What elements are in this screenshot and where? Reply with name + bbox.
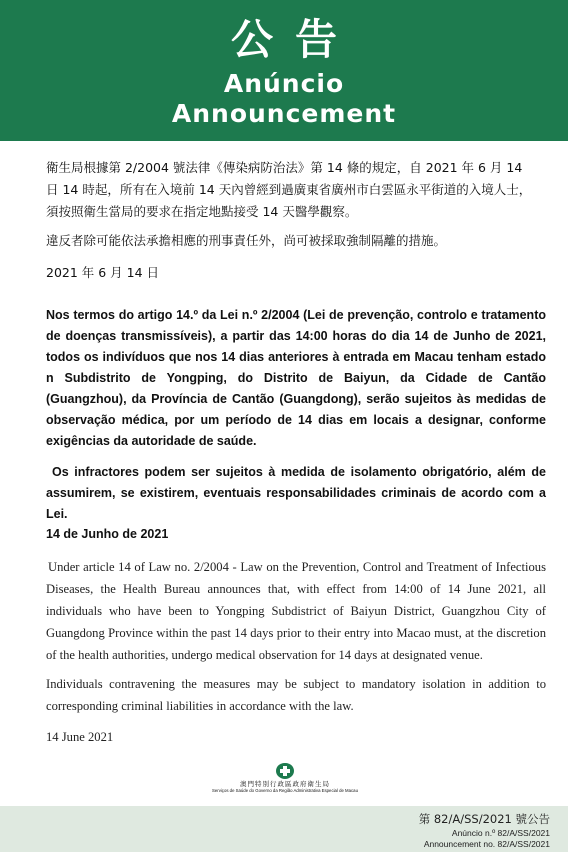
- health-bureau-cross-emblem-icon: [275, 762, 295, 780]
- chinese-paragraph-1: 衛生局根據第 2/2004 號法律《傳染病防治法》第 14 條的規定，自 2021 年 6 月 14 日 14 時起，所有在入境前 14 天內曾經到過廣東省廣州市白雲區永平街道的入境人士，須按照衛生當局的要求在指定地點接受 14 天醫學觀察。: [46, 160, 532, 219]
- logo-name-chinese: 澳門特別行政區政府衛生局: [240, 780, 330, 788]
- chinese-date: 2021 年 6 月 14 日: [46, 265, 160, 280]
- header-title-chinese: 公告: [230, 15, 359, 64]
- reference-number-english: Announcement no. 82/A/SS/2021: [423, 839, 550, 849]
- header-title-portuguese: Anúncio: [223, 69, 345, 98]
- announcement-footer: [0, 806, 568, 852]
- english-paragraph-1: Under article 14 of Law no. 2/2004 - Law on the Prevention, Control and Treatment of Infectious Diseases, the Health Bureau announces that, with effect from 14:00 of 14 June 2021, all individuals who have been to Yongping Subdistrict of Baiyun District, Guangzhou City of Guangdong Province within the past 14 days prior to their entry into Macao must, at the discretion of the health authorities, undergo medical observation for 14 days at designated venue.: [46, 560, 546, 662]
- english-date: 14 June 2021: [46, 730, 114, 744]
- portuguese-paragraph-2: Os infractores podem ser sujeitos à medida de isolamento obrigatório, além de assumirem, se existirem, eventuais responsabilidades criminais de acordo com a Lei.: [46, 465, 546, 521]
- portuguese-paragraph-1: Nos termos do artigo 14.º da Lei n.º 2/2004 (Lei de prevenção, controlo e tratamento de doenças transmissíveis), a partir das 14:00 horas do dia 14 de Junho de 2021, todos os indivíduos que nos 14 dias anteriores à entrada em Macau tenham estado n Subdistrito de Yongping, do Distrito de Baiyun, da Cidade de Cantão (Guangzhou), da Província de Cantão (Guangdong), serão sujeitos às medidas de observação médica, por um período de 14 dias em locais a designar, conforme exigências da autoridade de saúde.: [46, 308, 546, 448]
- english-paragraph-2: Individuals contravening the measures may be subject to mandatory isolation in addition to corresponding criminal liabilities in accordance with the law.: [46, 677, 546, 713]
- announcement-header: [0, 0, 568, 141]
- health-bureau-logo: [200, 762, 370, 800]
- logo-name-portuguese: Serviços de Saúde do Governo da Região Administrativa Especial de Macau: [212, 788, 358, 793]
- reference-number-portuguese: Anúncio n.º 82/A/SS/2021: [451, 828, 550, 838]
- header-title-english: Announcement: [171, 99, 397, 128]
- reference-number-chinese: 第 82/A/SS/2021 號公告: [418, 812, 550, 826]
- chinese-paragraph-2: 違反者除可能依法承擔相應的刑事責任外，尚可被採取強制隔離的措施。: [46, 233, 447, 248]
- portuguese-date: 14 de Junho de 2021: [46, 527, 169, 541]
